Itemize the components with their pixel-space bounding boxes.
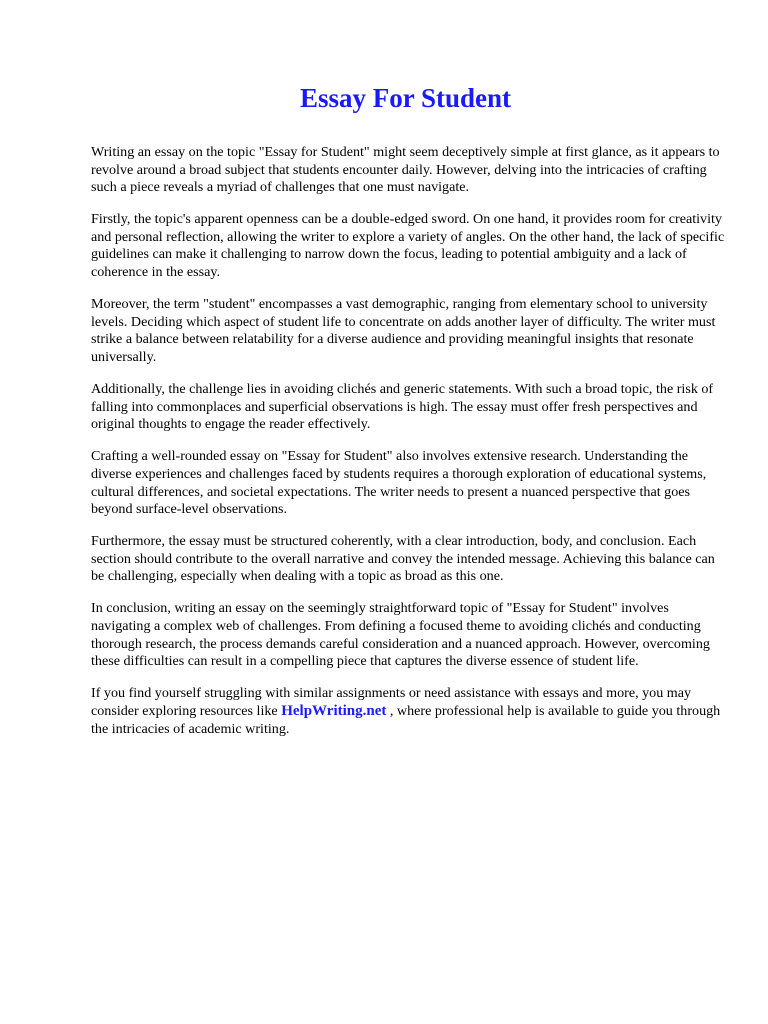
paragraph-7: In conclusion, writing an essay on the seemingly straightforward topic of "Essay for Student" involves navigating a complex web of challenges. From defining a focused theme to avoiding clichés and conducting thorough research, the process demands careful consideration and a nuanced approach. However, overcoming these difficulties can result in a compelling piece that captures the diverse essence of student life.: [91, 600, 710, 670]
essay-body: [91, 144, 731, 753]
paragraph-3: Moreover, the term "student" encompasses a vast demographic, ranging from elementary school to university levels. Deciding which aspect of student life to concentrate on adds another layer of difficulty. The writer must strike a balance between relatability for a diverse audience and providing meaningful insights that resonate universally.: [91, 296, 716, 365]
paragraph-4: Additionally, the challenge lies in avoiding clichés and generic statements. With such a broad topic, the risk of falling into commonplaces and superficial observations is high. The essay must offer fresh perspectives and original thoughts to engage the reader effectively.: [91, 381, 714, 433]
paragraph-2: Firstly, the topic's apparent openness can be a double-edged sword. On one hand, it provides room for creativity and personal reflection, allowing the writer to explore a variety of angles. On the other hand, the lack of specific guidelines can make it challenging to narrow down the focus, leading to potential ambiguity and a lack of coherence in the essay.: [91, 211, 725, 281]
closing-paragraph: [91, 685, 731, 738]
helpwriting-link[interactable]: HelpWriting.net: [281, 702, 387, 719]
paragraph-5: Crafting a well-rounded essay on "Essay for Student" also involves extensive research. Understanding the diverse experiences and challenges faced by students requires a thorough exploration of educational systems, cultural differences, and societal expectations. The writer needs to present a nuanced perspective that goes beyond surface-level observations.: [91, 448, 707, 518]
paragraph-1: Writing an essay on the topic "Essay for Student" might seem deceptively simple at first glance, as it appears to revolve around a broad subject that students encounter daily. However, delving into the intricacies of crafting such a piece reveals a myriad of challenges that one must navigate.: [91, 144, 720, 196]
closing-text-before-link: If you find yourself struggling with similar assignments or need assistance with essays and more, you may consider exploring resources like: [91, 685, 692, 719]
paragraph-6: Furthermore, the essay must be structured coherently, with a clear introduction, body, and conclusion. Each section should contribute to the overall narrative and convey the intended message. Achieving this balance can be challenging, especially when dealing with a topic as broad as this one.: [91, 533, 715, 585]
page-title: Essay For Student: [299, 83, 512, 113]
closing-text-after-link: , where professional help is available to guide you through the intricacies of academic writing.: [91, 702, 721, 737]
